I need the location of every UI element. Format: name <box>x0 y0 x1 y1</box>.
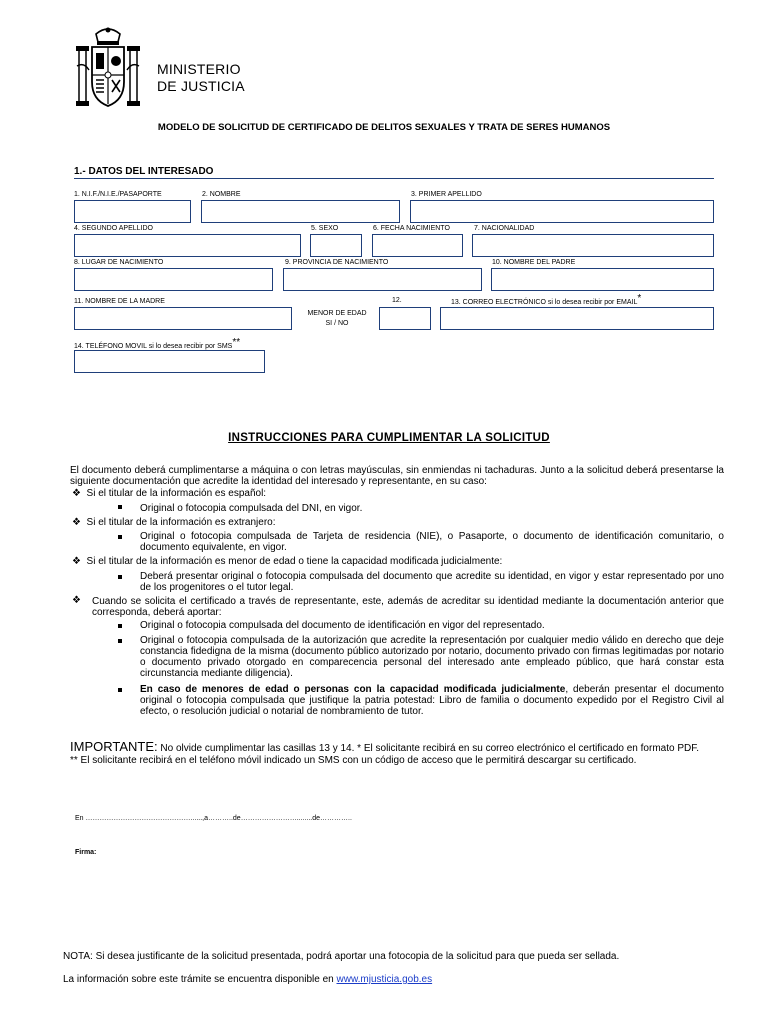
section-1-rule <box>74 178 714 179</box>
subbullet-rep3-sq <box>118 684 122 695</box>
place-date-line: En ………………………………………......,a………..de……………………........de………….. <box>75 815 352 822</box>
subbullet-rep1-text: Original o fotocopia compulsada del documento de identificación en vigor del representado. <box>140 620 545 631</box>
label-nombre: 2. NOMBRE <box>202 191 241 198</box>
bullet-extranjero <box>72 517 276 528</box>
label-nombre-madre: 11. NOMBRE DE LA MADRE <box>74 298 165 305</box>
lugar-nacimiento-field[interactable] <box>74 268 273 291</box>
square-bullet-icon <box>118 688 122 692</box>
label-sexo: 5. SEXO <box>311 225 339 232</box>
diamond-bullet-icon: ❖ <box>72 595 81 606</box>
subbullet-rep3-bold: En caso de menores de edad o personas con la capacidad modificada judicialmente <box>140 684 566 695</box>
subbullet-rep2-sq <box>118 635 122 646</box>
label-correo-text: 13. CORREO ELECTRÓNICO si lo desea recibir por EMAIL <box>451 299 638 306</box>
diamond-bullet-icon: ❖ <box>72 488 81 499</box>
important-text-1: No olvide cumplimentar las casillas 13 y 14. * El solicitante recibirá en su correo electrónico el certificado en formato PDF. <box>157 743 699 754</box>
telefono-field[interactable] <box>74 350 265 373</box>
label-fecha-nacimiento: 6. FECHA NACIMIENTO <box>373 225 450 232</box>
menor-edad-field[interactable] <box>379 307 431 330</box>
diamond-bullet-icon: ❖ <box>72 517 81 528</box>
coat-of-arms-icon <box>74 26 142 112</box>
label-segundo-apellido: 4. SEGUNDO APELLIDO <box>74 225 153 232</box>
fecha-nacimiento-field[interactable] <box>372 234 463 257</box>
footer-info-text: La información sobre este trámite se encuentra disponible en <box>63 974 337 985</box>
nacionalidad-field[interactable] <box>472 234 714 257</box>
bullet-menor <box>72 556 502 567</box>
subbullet-rep2-text: Original o fotocopia compulsada de la autorización que acredite la representación por cualquier medio válido en derecho que deje constancia fidedigna de la misma (documento público autorizado por notario, documento privado con firmas legitimadas por notario o documento privado otorgado en comparecencia personal del interesado ante empleado público, que hará constar esta circunstancia mediante diligencia). <box>140 635 724 679</box>
primer-apellido-field[interactable] <box>410 200 714 223</box>
square-bullet-icon <box>118 624 122 628</box>
correo-field[interactable] <box>440 307 714 330</box>
diamond-bullet-icon: ❖ <box>72 556 81 567</box>
label-telefono-mark: ** <box>232 337 241 348</box>
important-note <box>70 740 730 756</box>
nombre-madre-field[interactable] <box>74 307 292 330</box>
subbullet-dni-text: Original o fotocopia compulsada del DNI, en vigor. <box>140 503 363 514</box>
subbullet-rep3-rest: , deberán presentar el documento original o fotocopia compulsada que justifique la patria potestad: Libro de familia o documento expedido por el Registro Civil al efecto, o resolución judicial o notarial de nombramiento de tutor. <box>140 684 724 717</box>
bullet-representante-icon-wrap <box>72 595 81 606</box>
label-menor-edad <box>296 309 378 329</box>
nif-field[interactable] <box>74 200 191 223</box>
label-lugar-nacimiento: 8. LUGAR DE NACIMIENTO <box>74 259 164 266</box>
bullet-representante-text: Cuando se solicita el certificado a través de representante, este, además de acreditar su identidad mediante la documentación anterior que corresponda, deberá aportar: <box>92 596 724 618</box>
bullet-espanol <box>72 488 266 499</box>
label-nombre-padre: 10. NOMBRE DEL PADRE <box>492 259 576 266</box>
label-nif: 1. N.I.F./N.I.E./PASAPORTE <box>74 191 162 198</box>
nombre-padre-field[interactable] <box>491 268 714 291</box>
subbullet-menor-text: Deberá presentar original o fotocopia compulsada del documento que acredite su identidad, en vigor y estar representado por uno de los progenitores o el tutor legal. <box>140 571 724 593</box>
label-menor-edad-line2: SI / NO <box>325 320 349 327</box>
important-text-2: ** El solicitante recibirá en el teléfono móvil indicado un SMS con un código de acceso que le permitirá descargar su certificado. <box>70 755 637 766</box>
important-label: IMPORTANTE: <box>70 739 158 754</box>
ministry-name-line1: MINISTERIO <box>157 61 241 77</box>
label-nacionalidad: 7. NACIONALIDAD <box>474 225 535 232</box>
footer-nota: NOTA: Si desea justificante de la solicitud presentada, podrá aportar una fotocopia de la solicitud para que pueda ser sellada. <box>63 951 620 962</box>
label-correo-mark: * <box>637 293 642 304</box>
label-telefono-text: 14. TELÉFONO MOVIL si lo desea recibir por SMS <box>74 343 233 350</box>
bullet-extranjero-text: Si el titular de la información es extranjero: <box>86 517 276 528</box>
label-correo <box>451 293 642 307</box>
square-bullet-icon <box>118 575 122 579</box>
label-12: 12. <box>392 297 402 304</box>
subbullet-dni <box>118 503 363 514</box>
subbullet-nie-sq <box>118 531 122 542</box>
ministry-name-line2: DE JUSTICIA <box>157 78 245 94</box>
nombre-field[interactable] <box>201 200 400 223</box>
square-bullet-icon <box>118 535 122 539</box>
section-1-title: 1.- DATOS DEL INTERESADO <box>74 166 214 177</box>
segundo-apellido-field[interactable] <box>74 234 301 257</box>
bullet-menor-text: Si el titular de la información es menor de edad o tiene la capacidad modificada judicialmente: <box>86 556 503 567</box>
firma-label: Firma: <box>75 849 97 856</box>
subbullet-nie-text: Original o fotocopia compulsada de Tarjeta de residencia (NIE), o Pasaporte, o documento de identificación comunitario, o documento equivalente, en vigor. <box>140 531 724 553</box>
provincia-nacimiento-field[interactable] <box>283 268 482 291</box>
subbullet-menor-sq <box>118 571 122 582</box>
subbullet-rep1-sq <box>118 620 122 631</box>
document-title: MODELO DE SOLICITUD DE CERTIFICADO DE DELITOS SEXUALES Y TRATA DE SERES HUMANOS <box>157 122 611 133</box>
bullet-espanol-text: Si el titular de la información es español: <box>86 488 267 499</box>
label-primer-apellido: 3. PRIMER APELLIDO <box>411 191 482 198</box>
square-bullet-icon <box>118 505 122 509</box>
instructions-title: INSTRUCCIONES PARA CUMPLIMENTAR LA SOLICITUD <box>228 432 550 444</box>
label-provincia-nacimiento: 9. PROVINCIA DE NACIMIENTO <box>285 259 389 266</box>
square-bullet-icon <box>118 639 122 643</box>
subbullet-rep3-text <box>140 684 724 717</box>
mjusticia-link[interactable]: www.mjusticia.gob.es <box>336 974 433 985</box>
label-menor-edad-line1: MENOR DE EDAD <box>307 310 367 317</box>
instructions-intro: El documento deberá cumplimentarse a máquina o con letras mayúsculas, sin enmiendas ni tachaduras. Junto a la solicitud deberá presentarse la siguiente documentación que acredite la identidad del interesado y representante, en su caso: <box>70 465 724 487</box>
footer-info <box>63 974 432 986</box>
sexo-field[interactable] <box>310 234 362 257</box>
